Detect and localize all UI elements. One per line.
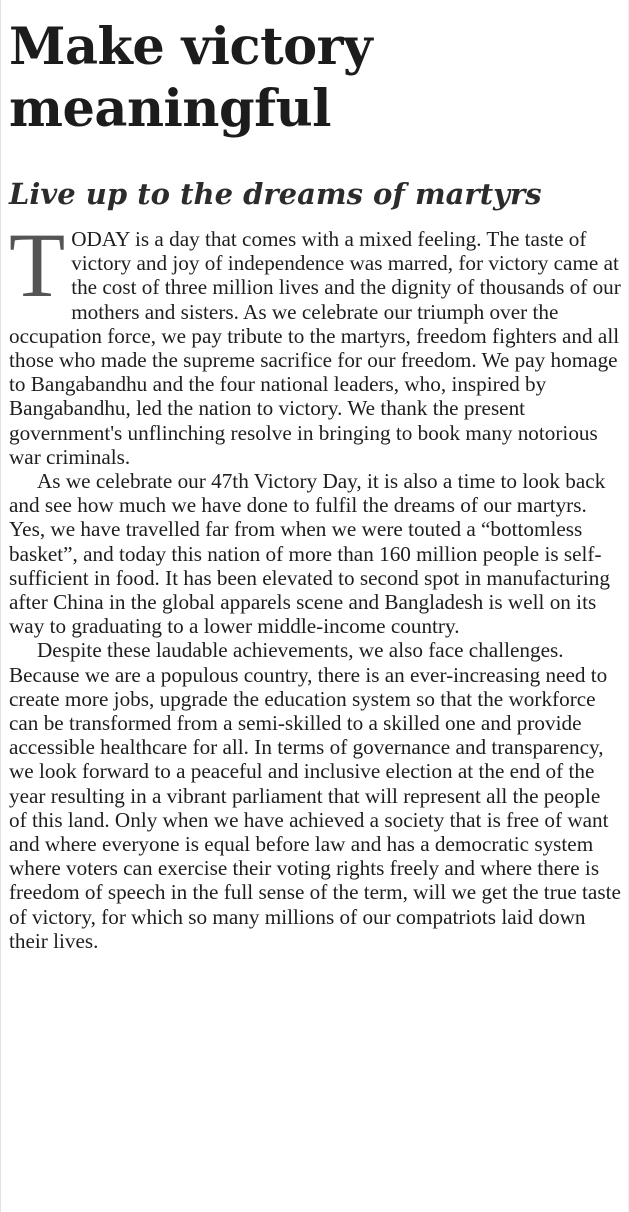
subheadline: Live up to the dreams of martyrs xyxy=(9,177,542,211)
paragraph-2: As we celebrate our 47th Victory Day, it is also a time to look back and see how much we have done to fulfil the dreams of our martyrs. Yes, we have travelled far from when we were touted a “bottomless basket”, and today this nation of more than 160 million people is self-sufficient in food. It has been elevated to second spot in manufacturing after China in the global apparels scene and Bangladesh is well on its way to graduating to a lower middle-income country. xyxy=(9,469,610,639)
headline: Make victory meaningful xyxy=(9,17,373,139)
paragraph-1 xyxy=(9,214,621,469)
paragraph-3: Despite these laudable achievements, we also face challenges. Because we are a populous country, there is an ever-increasing need to create more jobs, upgrade the education system so that the workforce can be transformed from a semi-skilled to a skilled one and provide accessible healthcare for all. In terms of governance and transparency, we look forward to a peaceful and inclusive election at the end of the year resulting in a vibrant parliament that will represent all the people of this land. Only when we have achieved a society that is free of want and where everyone is equal before law and has a democratic system where voters can exercise their voting rights freely and where there is freedom of speech in the full sense of the term, will we get the true taste of victory, for which so many millions of our compatriots laid down their lives. xyxy=(9,638,621,953)
article-body xyxy=(9,214,621,953)
drop-cap: T xyxy=(9,214,66,316)
paragraph-1-text: ODAY is a day that comes with a mixed feeling. The taste of victory and joy of independence was marred, for victory came at the cost of three million lives and the dignity of thousands of our mothers and sisters. As we celebrate our triumph over the occupation force, we pay tribute to the martyrs, freedom fighters and all those who made the supreme sacrifice for our freedom. We pay homage to Bangabandhu and the four national leaders, who, inspired by Bangabandhu, led the nation to victory. We thank the present government's unflinching resolve in bringing to book many notorious war criminals. xyxy=(9,227,621,469)
